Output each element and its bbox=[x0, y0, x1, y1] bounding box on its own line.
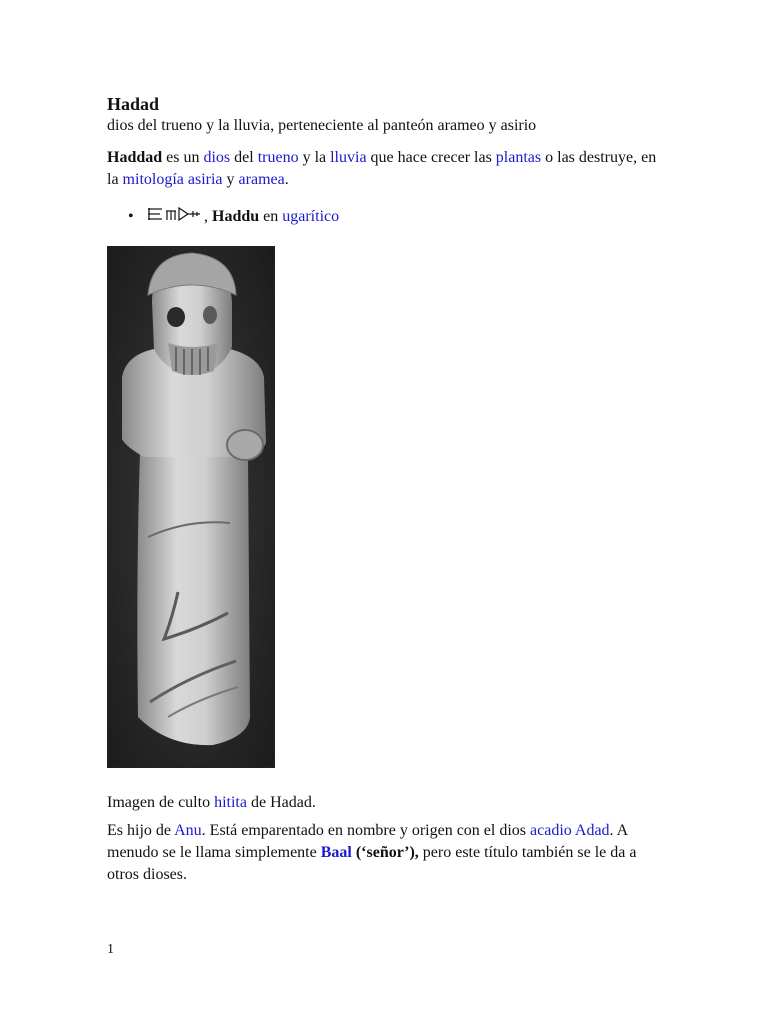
bullet-name: Haddu bbox=[212, 208, 260, 226]
image-caption: Imagen de culto hitita de Hadad. bbox=[107, 794, 316, 811]
body-paragraph: Es hijo de Anu. Está emparentado en nombre y origen con el dios acadio Adad. A menudo se le llama simplemente Baal (‘señor’), pero este título también se le da a otros dioses. bbox=[107, 822, 637, 883]
link-aramea[interactable]: aramea bbox=[238, 171, 285, 188]
link-plantas[interactable]: plantas bbox=[495, 149, 542, 166]
intro-term: Haddad bbox=[107, 149, 163, 166]
link-lluvia[interactable]: lluvia bbox=[330, 149, 367, 166]
cult-statue-image bbox=[107, 246, 275, 768]
cuneiform-glyph-icon bbox=[146, 206, 202, 229]
baal-meaning: (‘señor’), bbox=[351, 844, 419, 861]
link-baal[interactable]: Baal bbox=[320, 844, 352, 861]
bullet-dot: • bbox=[128, 208, 134, 226]
link-trueno[interactable]: trueno bbox=[257, 149, 299, 166]
link-ugaritico[interactable]: ugarítico bbox=[282, 208, 340, 226]
link-acadio[interactable]: acadio bbox=[530, 822, 572, 839]
list-item: • , Haddu en ugarítico bbox=[128, 206, 339, 229]
link-anu[interactable]: Anu bbox=[174, 822, 202, 839]
page-subtitle: dios del trueno y la lluvia, perteneciente al panteón arameo y asirio bbox=[107, 117, 537, 134]
page-number: 1 bbox=[107, 942, 114, 957]
link-dios[interactable]: dios bbox=[203, 149, 231, 166]
link-hitita[interactable]: hitita bbox=[214, 794, 247, 811]
link-adad[interactable]: Adad bbox=[574, 822, 610, 839]
page-title: Hadad bbox=[107, 94, 160, 114]
intro-paragraph: Haddad es un dios del trueno y la lluvia que hace crecer las plantas o las destruye, en la mitología asiria y aramea. bbox=[107, 149, 657, 188]
link-mitologia-asiria[interactable]: mitología asiria bbox=[122, 171, 223, 188]
